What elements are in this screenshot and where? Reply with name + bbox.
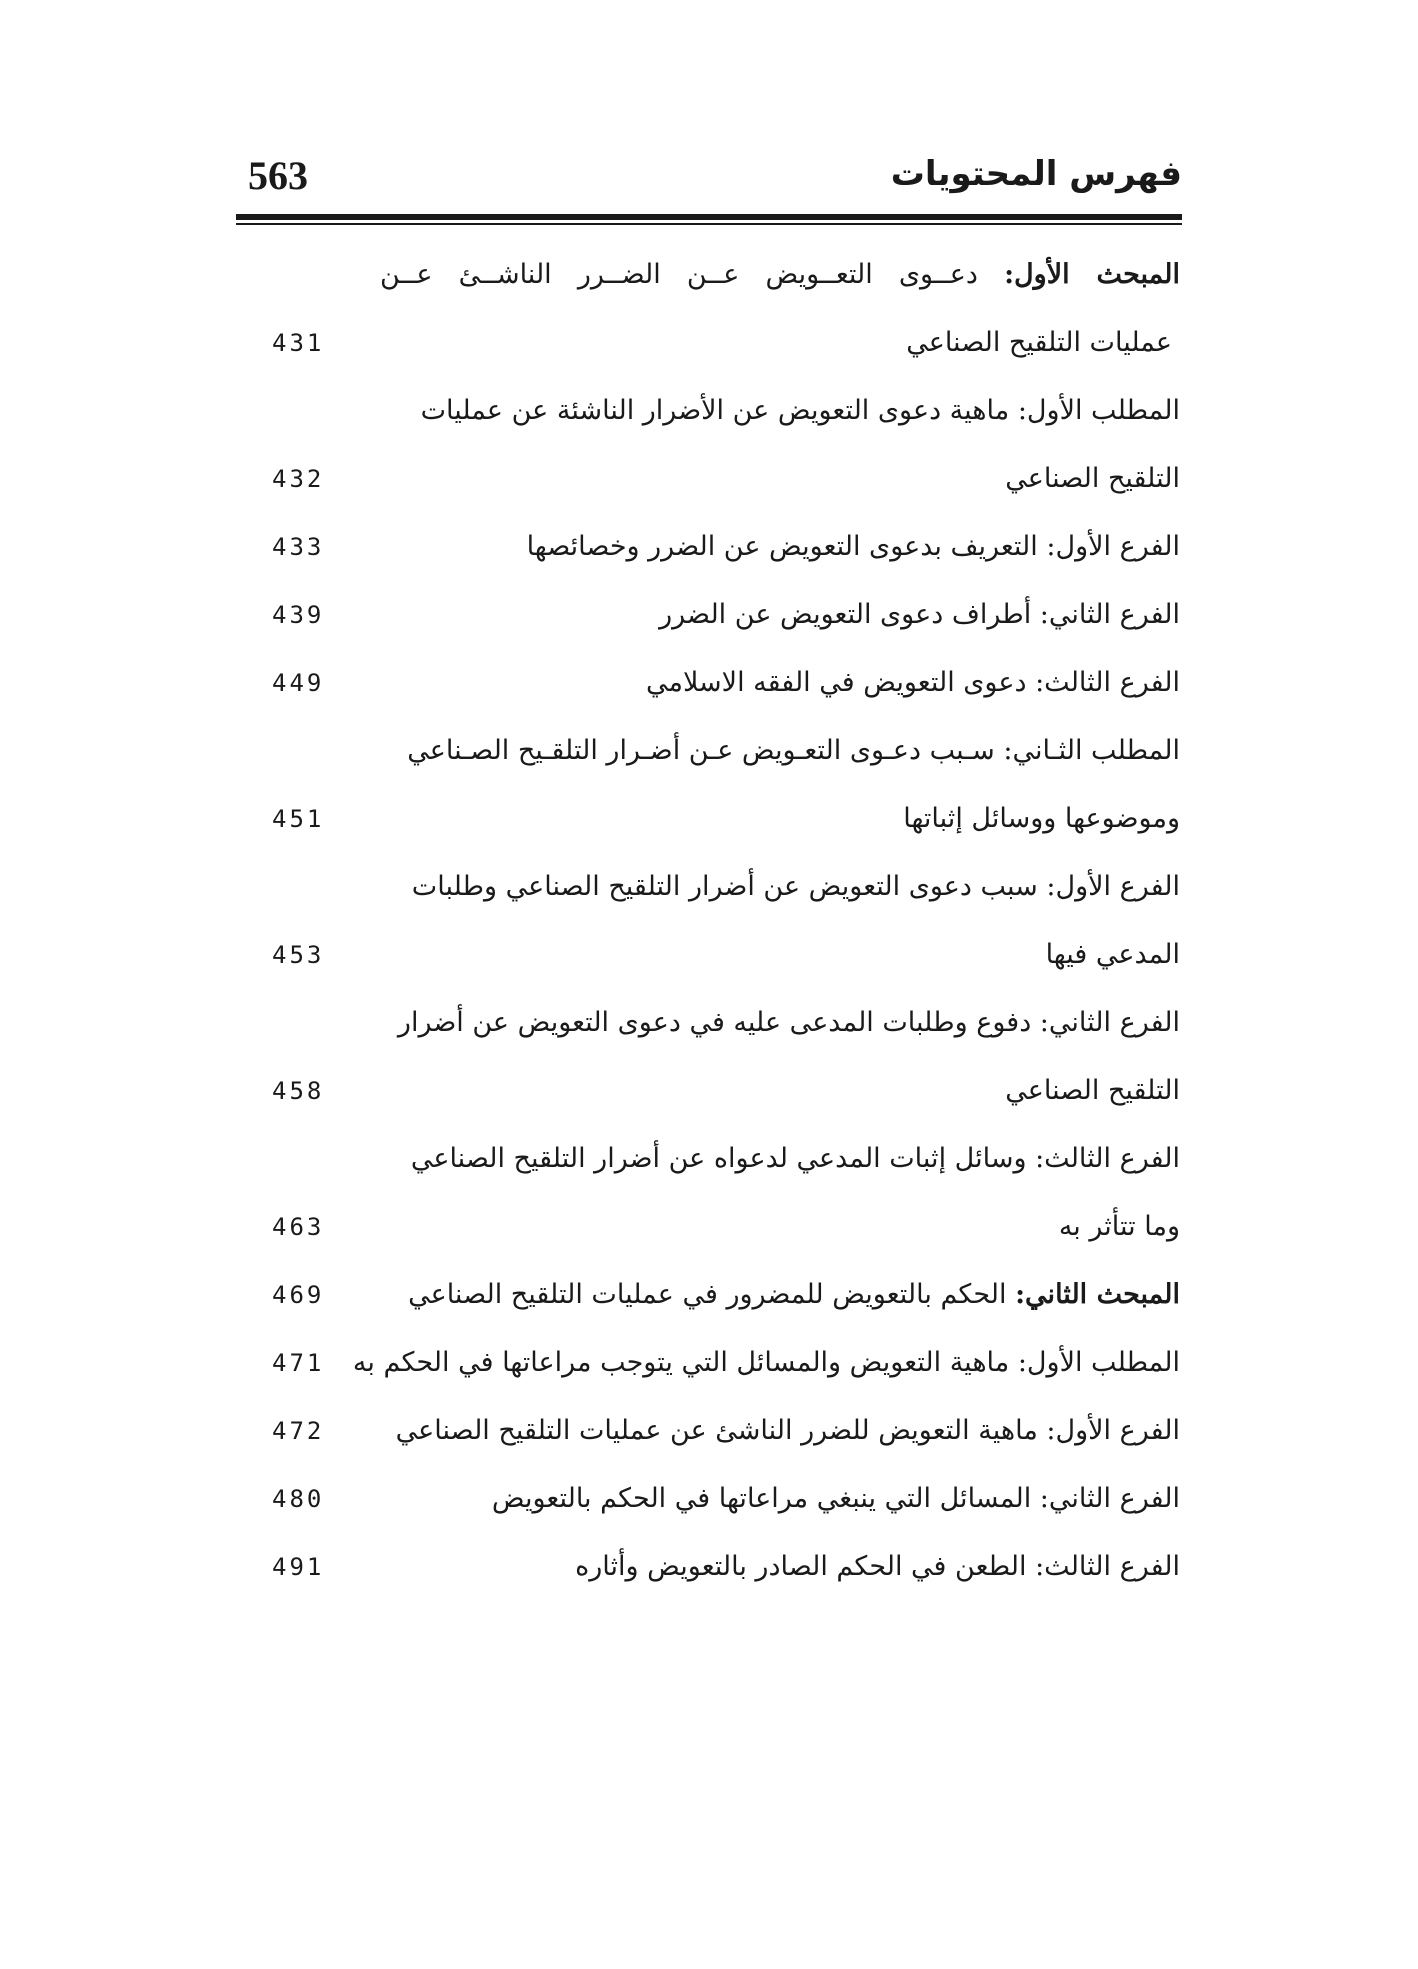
toc-entry (380, 654, 1180, 714)
toc-entry (380, 1130, 1180, 1190)
toc-page-number: 458 (272, 1077, 325, 1105)
toc-page-number: 433 (272, 533, 325, 561)
toc-entry (352, 1334, 1180, 1394)
toc-entry-text: الفرع الأول: سبب دعوى التعويض عن أضرار التلقيح الصناعي وطلبات (411, 871, 1180, 902)
toc-page-number: 463 (272, 1213, 325, 1241)
toc-entry (380, 994, 1180, 1054)
toc-entry-text (380, 254, 1180, 296)
toc-entry-text: المطلب الثـاني: سـبب دعـوى التعـويض عـن أضـرار التلقـيح الصـناعي (407, 735, 1180, 766)
toc-entry (380, 518, 1180, 578)
toc-page-number: 469 (272, 1281, 325, 1309)
toc-entry-text: وموضوعها ووسائل إثباتها (903, 803, 1180, 834)
toc-page-number: 480 (272, 1485, 325, 1513)
toc-entry (380, 722, 1180, 782)
toc-entry-label: المبحث الأول: (1004, 259, 1180, 290)
toc-entry (380, 1062, 1180, 1122)
toc-entry (380, 858, 1180, 918)
toc-entry-text: المدعي فيها (1045, 939, 1180, 970)
toc-entry-text: الفرع الثاني: المسائل التي ينبغي مراعاتها في الحكم بالتعويض (491, 1483, 1180, 1514)
toc-entry (380, 314, 1180, 374)
toc-entry-text: عمليات التلقيح الصناعي (906, 327, 1172, 358)
toc-page-number: 491 (272, 1553, 325, 1581)
toc-entry (380, 450, 1180, 510)
toc-page-number: 439 (272, 601, 325, 629)
toc-entry-text (380, 1274, 1180, 1316)
toc-entry-text: الفرع الثاني: دفوع وطلبات المدعى عليه في دعوى التعويض عن أضرار (397, 1007, 1180, 1038)
page-number: 563 (248, 153, 308, 198)
toc-entry (380, 586, 1180, 646)
toc-entry-title: دعــوى التعــويض عــن الضــرر الناشــئ عــن (380, 259, 1005, 290)
toc-page-number: 449 (272, 669, 325, 697)
toc-page-number: 471 (272, 1349, 325, 1377)
toc-entry (380, 1470, 1180, 1530)
toc-entry (380, 790, 1180, 850)
toc-entry (380, 926, 1180, 986)
toc-entry-text: الفرع الأول: ماهية التعويض للضرر الناشئ عن عمليات التلقيح الصناعي (395, 1415, 1180, 1446)
toc-entry-text: الفرع الثاني: أطراف دعوى التعويض عن الضرر (659, 599, 1180, 630)
toc-page-number: 453 (272, 941, 325, 969)
toc-entry (380, 1266, 1180, 1326)
page-title: فهرس المحتويات (890, 154, 1182, 194)
toc-entry-label: المبحث الثاني: (1015, 1279, 1180, 1310)
toc-entry (380, 382, 1180, 442)
toc-entry (380, 1538, 1180, 1598)
toc-entry (380, 1402, 1180, 1462)
toc-entry-text: المطلب الأول: ماهية التعويض والمسائل التي يتوجب مراعاتها في الحكم به (352, 1347, 1180, 1378)
toc-page-number: 431 (272, 329, 325, 357)
toc-entry-text: وما تتأثر به (1058, 1211, 1180, 1242)
toc-entry-text: الفرع الثالث: دعوى التعويض في الفقه الاسلامي (645, 667, 1180, 698)
toc-page-number: 432 (272, 465, 325, 493)
toc-page-number: 451 (272, 805, 325, 833)
toc-entry-text: التلقيح الصناعي (1005, 1075, 1180, 1106)
toc-entry-text: التلقيح الصناعي (1005, 463, 1180, 494)
toc-entry (380, 246, 1180, 306)
toc-entry-title: الحكم بالتعويض للمضرور في عمليات التلقيح الصناعي (408, 1279, 1016, 1310)
toc-entry-text: الفرع الثالث: الطعن في الحكم الصادر بالتعويض وأثاره (575, 1551, 1180, 1582)
toc-entry-text: الفرع الأول: التعريف بدعوى التعويض عن الضرر وخصائصها (526, 531, 1180, 562)
toc-entry-text: المطلب الأول: ماهية دعوى التعويض عن الأضرار الناشئة عن عمليات (420, 395, 1180, 426)
toc-entry-text: الفرع الثالث: وسائل إثبات المدعي لدعواه عن أضرار التلقيح الصناعي (410, 1143, 1180, 1174)
toc-page-number: 472 (272, 1417, 325, 1445)
toc-entry (380, 1198, 1180, 1258)
